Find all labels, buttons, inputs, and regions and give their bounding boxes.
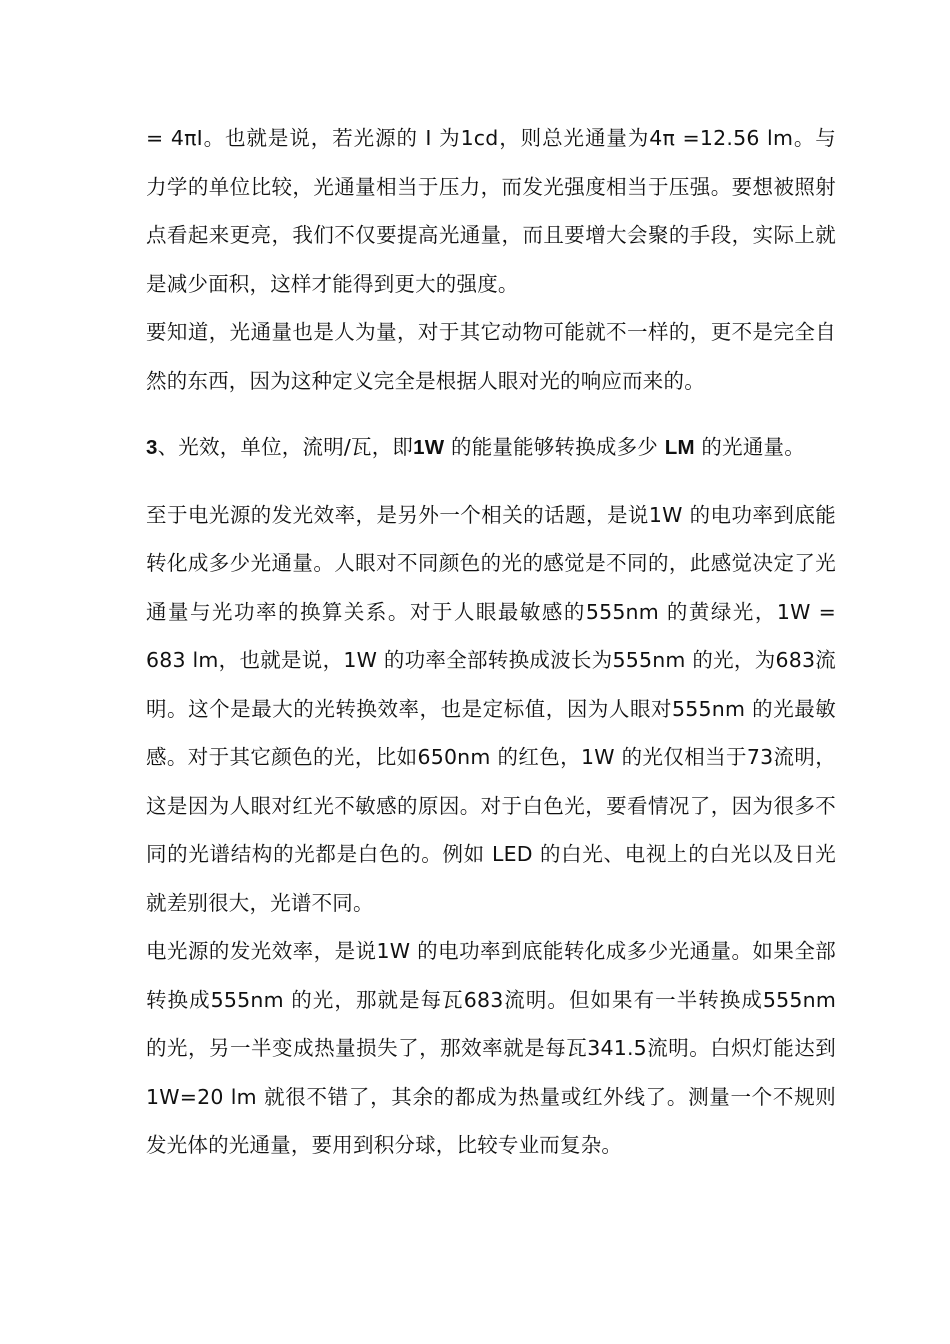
heading-number: 3: [146, 436, 158, 459]
paragraph-efficiency-explanation: 至于电光源的发光效率，是另外一个相关的话题，是说1W 的电功率到底能转化成多少光通量。人眼对不同颜色的光的感觉是不同的，此感觉决定了光通量与光功率的换算关系。对于人眼最敏感的555nm 的黄绿光，1W = 683 lm，也就是说，1W 的功率全部转换成波长为555nm 的光，为683流明。这个是最大的光转换效率，也是定标值，因为人眼对555nm 的光最敏感。对于其它颜色的光，比如650nm 的红色，1W 的光仅相当于73流明，这是因为人眼对红光不敏感的原因。对于白色光，要看情况了，因为很多不同的光谱结构的光都是白色的。例如 LED 的白光、电视上的白光以及日光就差别很大，光谱不同。: [146, 502, 836, 915]
section-heading-luminous-efficacy: [146, 423, 836, 473]
heading-bold-1w: 1W: [413, 436, 445, 459]
paragraph-human-defined: 要知道，光通量也是人为量，对于其它动物可能就不一样的，更不是完全自然的东西，因为这种定义完全是根据人眼对光的响应而来的。: [146, 320, 836, 393]
paragraph-efficiency-summary: 电光源的发光效率，是说1W 的电功率到底能转化成多少光通量。如果全部转换成555nm 的光，那就是每瓦683流明。但如果有一半转换成555nm 的光，另一半变成热量损失了，那效率就是每瓦341.5流明。白炽灯能达到1W=20 lm 就很不错了，其余的都成为热量或红外线了。测量一个不规则发光体的光通量，要用到积分球，比较专业而复杂。: [146, 939, 836, 1157]
heading-text-2: 的能量能够转换成多少: [444, 435, 665, 459]
paragraph-luminous-flux: = 4πI。也就是说，若光源的 I 为1cd，则总光通量为4π =12.56 lm。与力学的单位比较，光通量相当于压力，而发光强度相当于压强。要想被照射点看起来更亮，我们不仅要提高光通量，而且要增大会聚的手段，实际上就是减少面积，这样才能得到更大的强度。: [146, 126, 836, 296]
document-body: [146, 114, 836, 1170]
heading-text-3: 的光通量。: [694, 435, 805, 459]
heading-text-1: 、光效，单位，流明/瓦，即: [157, 435, 414, 459]
heading-bold-lm: LM: [664, 436, 695, 459]
